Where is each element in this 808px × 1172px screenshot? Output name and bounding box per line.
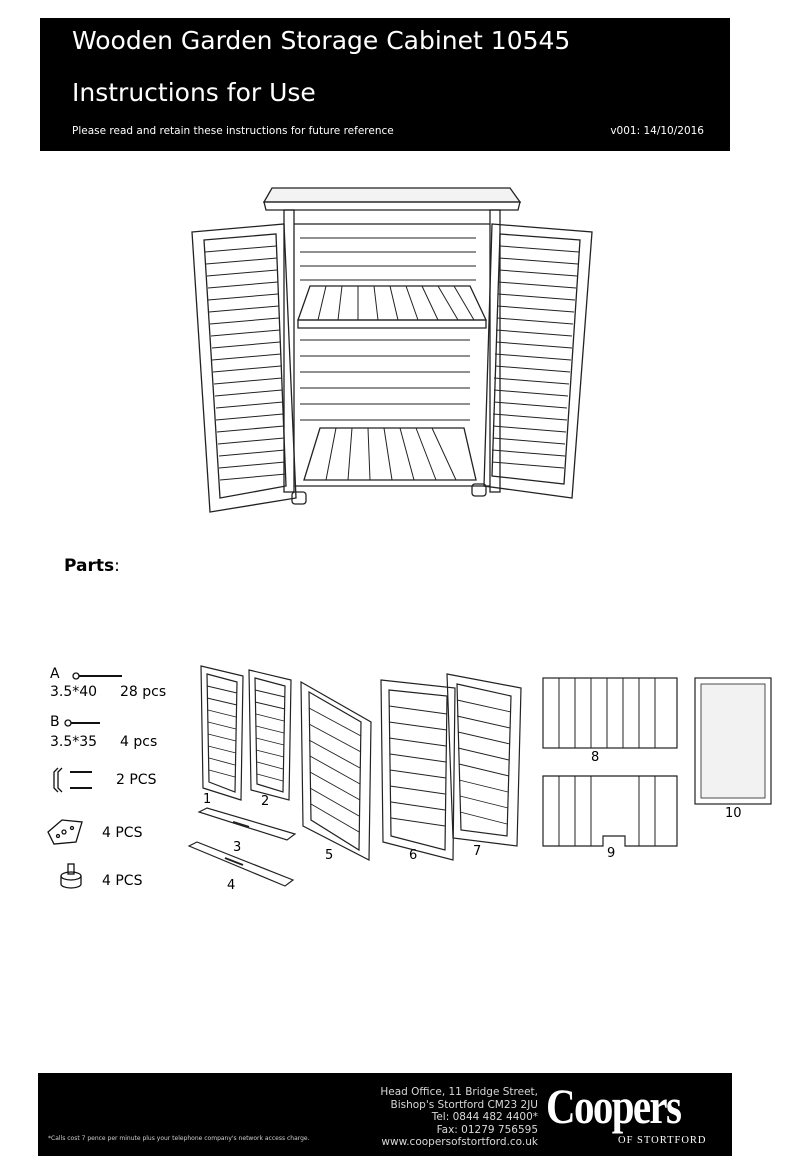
handle-icon [54, 768, 62, 792]
cabinet-illustration [180, 180, 600, 520]
part-number-5: 5 [325, 848, 334, 863]
coopers-logo-sub: OF STORTFORD [618, 1135, 707, 1146]
phone-number: Tel: 0844 482 4400* [431, 1111, 538, 1123]
company-address [380, 1086, 538, 1149]
parts-heading: Parts: [64, 556, 120, 576]
part-3-drawing [199, 808, 295, 840]
part-6-drawing [381, 680, 455, 860]
part-number-2: 2 [261, 794, 270, 809]
mount-plate-icon [48, 820, 82, 844]
part-a-size: 3.5*40 [50, 684, 98, 700]
part-number-4: 4 [227, 878, 236, 893]
part-a-qty: 28 pcs [120, 684, 167, 700]
hardware-list [40, 664, 200, 904]
part-a-letter: A [50, 666, 60, 682]
document-title: Wooden Garden Storage Cabinet 10545 [72, 26, 571, 55]
part-number-3: 3 [233, 840, 242, 855]
fax-number: Fax: 01279 756595 [436, 1123, 538, 1136]
part-b-size: 3.5*35 [50, 734, 98, 750]
screw-a-icon [73, 673, 79, 679]
footer-banner [38, 1073, 732, 1156]
part-number-8: 8 [591, 750, 600, 765]
website-url: www.coopersofstortford.co.uk [381, 1136, 538, 1148]
part-number-7: 7 [473, 844, 482, 859]
panel-parts [185, 660, 785, 910]
part-b-letter: B [50, 714, 60, 730]
part-1-drawing [201, 666, 243, 800]
retain-note: Please read and retain these instructions for future reference [72, 125, 394, 137]
part-2-drawing [249, 670, 291, 800]
version-date: v001: 14/10/2016 [610, 125, 704, 137]
part-8-drawing [543, 678, 677, 748]
address-line: Bishop's Stortford CM23 2JU [390, 1098, 538, 1111]
part-number-6: 6 [409, 848, 418, 863]
screw-b-icon [65, 720, 71, 726]
part-7-drawing [447, 674, 521, 846]
panel-parts-drawings [185, 660, 785, 910]
part-number-10: 10 [725, 806, 742, 821]
coopers-logo: Coopers [546, 1078, 681, 1134]
part-10-drawing [695, 678, 771, 804]
part-9-drawing [543, 776, 677, 846]
part-number-1: 1 [203, 792, 212, 807]
part-number-9: 9 [607, 846, 616, 861]
call-cost-disclaimer: *Calls cost 7 pence per minute plus your telephone company's network access charge. [48, 1135, 310, 1142]
handle-qty: 2 PCS [116, 772, 157, 788]
plate-qty: 4 PCS [102, 825, 143, 841]
part-b-qty: 4 pcs [120, 734, 158, 750]
part-5-drawing [301, 682, 371, 860]
document-subtitle: Instructions for Use [72, 78, 316, 107]
address-line: Head Office, 11 Bridge Street, [380, 1086, 538, 1098]
title-banner [40, 18, 730, 151]
foot-qty: 4 PCS [102, 873, 143, 889]
